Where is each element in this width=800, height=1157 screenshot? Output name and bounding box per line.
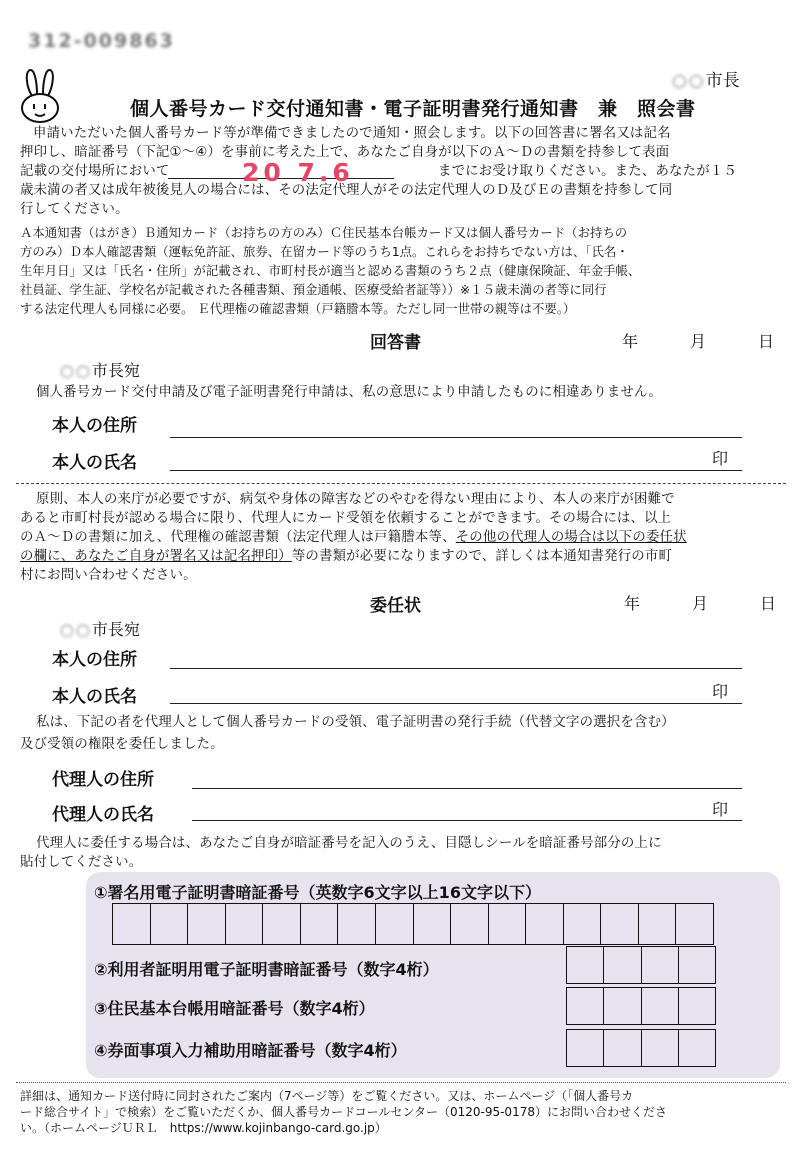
intro-line-3b: までにお受け取りください。また、あなたが１５ xyxy=(438,164,737,179)
proxy-note-line-3b: その他の代理人の場合は以下の委任状 xyxy=(455,530,687,545)
pin-2-label: ②利用者証明用電子証明書暗証番号（数字4桁） xyxy=(94,960,439,979)
pin-3-grid[interactable] xyxy=(566,987,716,1025)
answer-title: 回答書 xyxy=(370,333,421,353)
delegation-seal-mark: 印 xyxy=(712,682,729,701)
pin-1-cell[interactable] xyxy=(526,904,564,944)
delegation-day: 日 xyxy=(760,594,777,613)
answer-month: 月 xyxy=(690,332,707,351)
pin-3-label: ③住民基本台帳用暗証番号（数字4桁） xyxy=(94,999,375,1018)
delegation-month: 月 xyxy=(692,594,709,613)
delegation-address-label: 本人の住所 xyxy=(52,650,137,670)
agent-seal-mark: 印 xyxy=(712,800,729,819)
proxy-note-line-4 xyxy=(20,547,672,566)
deadline-stamp: 20 7.6 xyxy=(242,158,354,187)
answer-addressee xyxy=(60,358,140,381)
pin-4-grid[interactable] xyxy=(566,1029,716,1067)
city-name-blurred-3: ○○ xyxy=(60,620,92,639)
intro-line-1: 申請いただいた個人番号カード等が準備できましたので通知・照会します。以下の回答書に署名又は記名 xyxy=(33,126,671,141)
docs-line-5: する法定代理人も同様に必要。 Ｅ代理権の確認書類（戸籍謄本等。ただし同一世帯の親等は不要。） xyxy=(20,301,576,316)
proxy-note-line-4a: の欄に、あなたご自身が署名又は記名押印） xyxy=(20,549,292,564)
delegation-address-field[interactable] xyxy=(170,668,742,669)
docs-line-3: 生年月日」又は「氏名・住所」が記載され、市町村長が適当と認める書類のうち２点（健康保険証、年金手帳、 xyxy=(20,263,641,278)
pin-4-cell[interactable] xyxy=(679,1030,715,1066)
pin-3-cell[interactable] xyxy=(604,988,641,1024)
pin-1-cell[interactable] xyxy=(301,904,339,944)
pin-3-cell[interactable] xyxy=(679,988,715,1024)
delegation-year: 年 xyxy=(624,594,641,613)
pin-1-cell[interactable] xyxy=(113,904,151,944)
agent-address-field[interactable] xyxy=(192,788,742,789)
agent-address-label: 代理人の住所 xyxy=(52,770,154,790)
answer-statement: 個人番号カード交付申請及び電子証明書発行申請は、私の意思により申請したものに相違ありません。 xyxy=(36,385,662,400)
pin-3-cell[interactable] xyxy=(642,988,679,1024)
intro-line-2: 押印し、暗証番号（下記①～④）を事前に考えた上で、あなたご自身が以下のＡ～Ｄの書類を持参して表面 xyxy=(20,145,670,160)
rabbit-mascot-icon xyxy=(12,66,68,124)
intro-line-4: 歳未満の者又は成年被後見人の場合には、その法定代理人がその法定代理人のＤ及びＥの書類を持参して同 xyxy=(20,183,673,198)
pin-1-cell[interactable] xyxy=(338,904,376,944)
cut-line xyxy=(16,483,786,484)
answer-address-field[interactable] xyxy=(170,437,742,438)
delegation-addressee-text: 市長宛 xyxy=(91,620,140,639)
proxy-note-line-2: あると市町村長が認める場合に限り、代理人にカード受領を依頼することができます。その場合には、以上 xyxy=(20,511,672,526)
footer-line-2: ード総合サイト」で検索）をご覧いただくか、個人番号カードコールセンター（0120-95-0178）にお問い合わせくださ xyxy=(20,1105,667,1119)
pin-4-cell[interactable] xyxy=(642,1030,679,1066)
footer-line-1: 詳細は、通知カード送付時に同封されたご案内（7ページ等）をご覧ください。又は、ホームページ（「個人番号カ xyxy=(20,1089,634,1103)
pin-1-cell[interactable] xyxy=(151,904,189,944)
intro-line-3a: 記載の交付場所において xyxy=(20,164,170,179)
pin-2-cell[interactable] xyxy=(679,947,715,983)
pin-note-line-2: 貼付してください。 xyxy=(20,855,143,870)
delegation-name-label: 本人の氏名 xyxy=(52,687,137,707)
pin-2-grid[interactable] xyxy=(566,946,716,984)
pin-1-cell[interactable] xyxy=(226,904,264,944)
header-city-mayor: 市長 xyxy=(705,71,740,91)
docs-line-1: Ａ本通知書（はがき）Ｂ通知カード（お持ちの方のみ）Ｃ住民基本台帳カード又は個人番号カード（お持ちの xyxy=(20,225,628,240)
agent-name-label: 代理人の氏名 xyxy=(52,805,154,825)
delegation-statement-2: 及び受領の権限を委任しました。 xyxy=(20,737,224,752)
pin-1-grid[interactable] xyxy=(112,903,714,945)
delegation-title: 委任状 xyxy=(370,596,421,616)
pin-1-cell[interactable] xyxy=(263,904,301,944)
proxy-note-line-4b: 等の書類が必要になりますので、詳しくは本通知書発行の市町 xyxy=(291,549,673,564)
pin-4-cell[interactable] xyxy=(567,1030,604,1066)
delegation-addressee xyxy=(60,617,140,640)
footer-line-3: い。（ホームページＵＲＬ https://www.kojinbango-card.go.jp） xyxy=(20,1121,387,1135)
docs-line-2: 方のみ）Ｄ本人確認書類（運転免許証、旅券、在留カード等のうち1点。これらをお持ちでない方は、「氏名・ xyxy=(20,244,629,259)
proxy-note-line-5: 村にお問い合わせください。 xyxy=(20,568,197,583)
pin-1-cell[interactable] xyxy=(601,904,639,944)
answer-seal-mark: 印 xyxy=(712,449,729,468)
pin-4-label: ④券面事項入力補助用暗証番号（数字4桁） xyxy=(94,1041,407,1060)
answer-day: 日 xyxy=(758,332,775,351)
pin-2-cell[interactable] xyxy=(642,947,679,983)
page-title: 個人番号カード交付通知書・電子証明書発行通知書 兼 照会書 xyxy=(130,98,696,120)
answer-address-label: 本人の住所 xyxy=(52,416,137,436)
proxy-note-line-1: 原則、本人の来庁が必要ですが、病気や身体の障害などのやむを得ない理由により、本人の来庁が困難で xyxy=(36,492,675,507)
pin-1-label: ①署名用電子証明書暗証番号（英数字6文字以上16文字以下） xyxy=(94,883,541,902)
answer-name-field[interactable] xyxy=(170,470,742,471)
pin-note-line-1: 代理人に委任する場合は、あなたご自身が暗証番号を記入のうえ、目隠しシールを暗証番号部分の上に xyxy=(36,836,662,851)
proxy-note-line-3 xyxy=(20,528,687,547)
pin-1-cell[interactable] xyxy=(676,904,713,944)
pin-1-cell[interactable] xyxy=(489,904,527,944)
pin-4-cell[interactable] xyxy=(604,1030,641,1066)
header-city xyxy=(672,66,740,91)
delegation-statement-1: 私は、下記の者を代理人として個人番号カードの受領、電子証明書の発行手続（代替文字の選択を含む） xyxy=(36,715,675,730)
answer-addressee-text: 市長宛 xyxy=(91,361,140,380)
pin-1-cell[interactable] xyxy=(564,904,602,944)
pin-3-cell[interactable] xyxy=(567,988,604,1024)
answer-year: 年 xyxy=(622,332,639,351)
delegation-name-field[interactable] xyxy=(170,703,742,704)
pin-1-cell[interactable] xyxy=(376,904,414,944)
document-number: 312-009863 xyxy=(28,30,175,52)
docs-line-4: 社員証、学生証、学校名が記載された各種書類、預金通帳、医療受給者証等））※１５歳未満の者等に同行 xyxy=(20,282,607,297)
footer-separator xyxy=(16,1082,786,1083)
pin-1-cell[interactable] xyxy=(451,904,489,944)
pin-2-cell[interactable] xyxy=(567,947,604,983)
pin-1-cell[interactable] xyxy=(188,904,226,944)
proxy-note-line-3a: のＡ～Ｄの書類に加え、代理権の確認書類（法定代理人は戸籍謄本等、 xyxy=(20,530,456,545)
pin-2-cell[interactable] xyxy=(604,947,641,983)
pin-1-cell[interactable] xyxy=(639,904,677,944)
city-name-blurred: ○○ xyxy=(672,71,706,91)
pin-1-cell[interactable] xyxy=(414,904,452,944)
intro-line-5: 行してください。 xyxy=(20,202,129,217)
agent-name-field[interactable] xyxy=(192,820,742,821)
city-name-blurred-2: ○○ xyxy=(60,361,92,380)
answer-name-label: 本人の氏名 xyxy=(52,453,137,473)
